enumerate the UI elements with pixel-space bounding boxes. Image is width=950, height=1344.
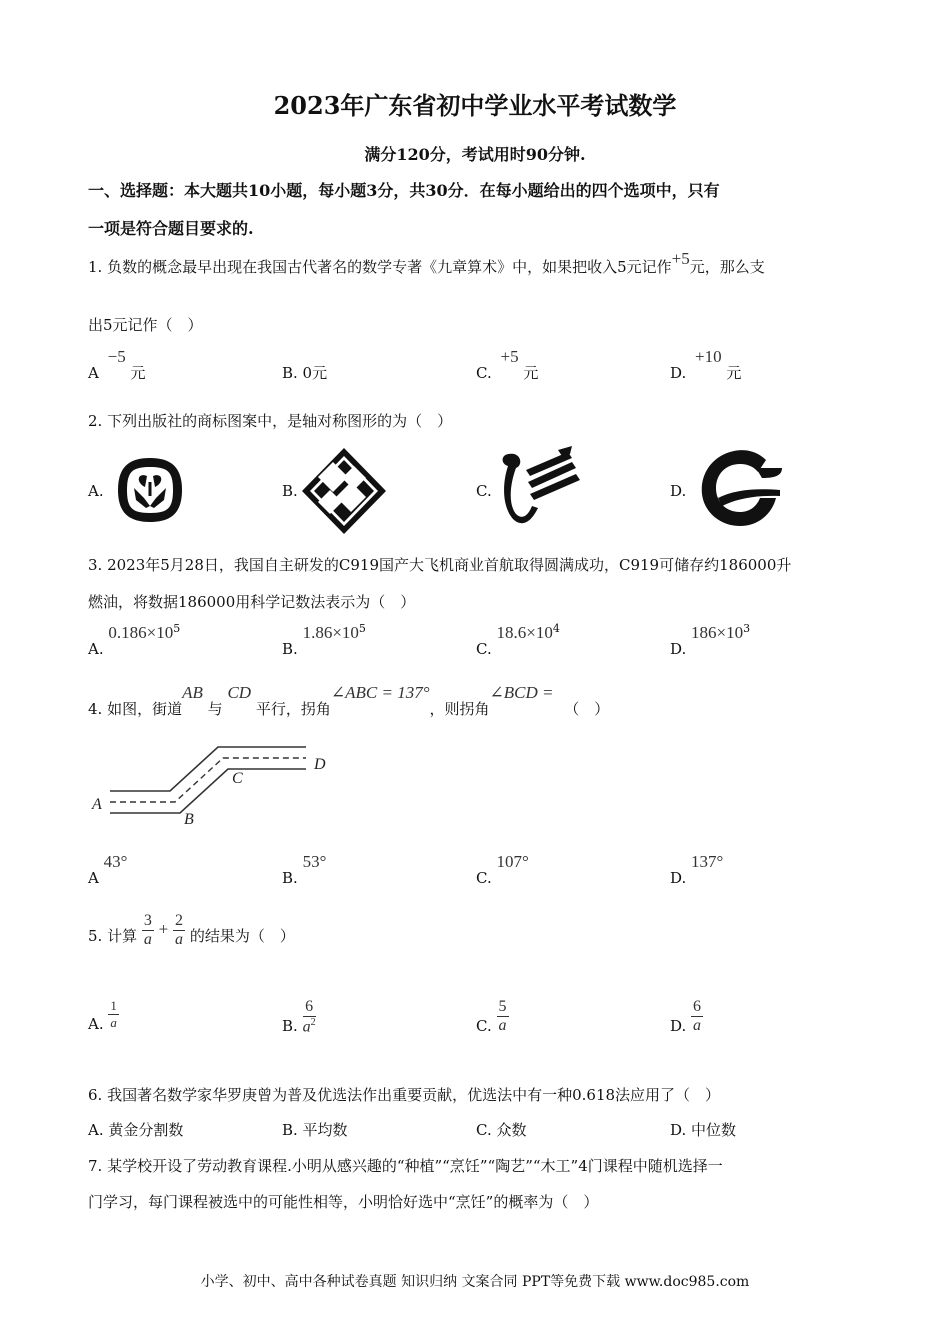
page-subtitle: 满分120分，考试用时90分钟. xyxy=(364,145,586,164)
q3-option-d-label: D. xyxy=(670,640,687,658)
page-title: 2023年广东省初中学业水平考试数学 xyxy=(273,91,677,120)
q2-option-c-label[interactable]: C. xyxy=(476,482,492,500)
q5-option-a[interactable] xyxy=(88,998,119,1031)
q3-option-c-exp: 4 xyxy=(552,622,560,635)
q2-option-d-label[interactable]: D. xyxy=(670,482,687,500)
question-3-line2: 燃油，将数据186000用科学记数法表示为（ ） xyxy=(88,593,416,611)
section-heading-line1: 一、选择题：本大题共10小题，每小题3分，共30分．在每小题给出的四个选项中，只有 xyxy=(88,181,720,200)
q6-option-b[interactable]: B. 平均数 xyxy=(282,1121,348,1139)
question-1-expr: +5 xyxy=(671,249,690,268)
logo-b-icon xyxy=(300,446,388,536)
q3-option-c-label: C. xyxy=(476,640,492,658)
q5-option-a-label: A. xyxy=(88,1014,104,1033)
q5-option-c-label: C. xyxy=(476,1016,492,1035)
q6-option-d[interactable]: D. 中位数 xyxy=(670,1121,737,1139)
q5-option-d-label: D. xyxy=(670,1016,687,1035)
q1-option-a-unit: 元 xyxy=(130,364,146,382)
q1-option-d-unit: 元 xyxy=(726,364,742,382)
q1-option-c-unit: 元 xyxy=(523,364,539,382)
q6-option-a[interactable]: A. 黄金分割数 xyxy=(88,1121,184,1139)
q3-option-b-base: 1.86×10 xyxy=(302,623,359,642)
q3-option-d[interactable] xyxy=(670,622,751,658)
q3-option-a[interactable] xyxy=(88,622,181,658)
question-1-text-a: 1. 负数的概念最早出现在我国古代著名的数学专著《九章算术》中，如果把收入5元记作 xyxy=(88,258,672,276)
q4-option-b-label: B. xyxy=(282,869,298,887)
q3-option-d-base: 186×10 xyxy=(691,623,744,642)
logo-d-icon xyxy=(698,448,784,528)
figure-label-a: A xyxy=(92,796,102,813)
q5-option-d-fraction: $\frac{6}{a}$ xyxy=(693,998,702,1034)
q4-option-d[interactable] xyxy=(670,852,724,887)
q1-option-a[interactable] xyxy=(88,346,146,382)
q4-option-d-label: D. xyxy=(670,869,687,887)
q1-option-c[interactable] xyxy=(476,346,539,382)
q1-option-c-math: +5 xyxy=(500,347,519,366)
q4-with: 与 xyxy=(207,700,223,718)
q4-option-c-value: 107° xyxy=(496,852,529,871)
q3-option-a-exp: 5 xyxy=(173,622,181,635)
question-3-line1: 3. 2023年5月28日，我国自主研发的C919国产大飞机商业首航取得圆满成功，C919可储存约186000升 xyxy=(88,556,792,574)
q5-option-c[interactable] xyxy=(476,998,509,1035)
q1-option-c-label: C. xyxy=(476,364,492,382)
q4-ab: AB xyxy=(182,683,203,702)
q3-option-b-label: B. xyxy=(282,640,298,658)
q4-option-a[interactable] xyxy=(88,852,128,887)
question-1-line1 xyxy=(88,249,765,277)
figure-label-b: B xyxy=(184,811,194,828)
q4-option-d-value: 137° xyxy=(691,852,724,871)
question-5-text xyxy=(88,912,295,949)
question-4-text xyxy=(88,682,610,718)
q3-option-c[interactable] xyxy=(476,622,560,658)
q4-option-c[interactable] xyxy=(476,852,529,887)
q4-paren: （ ） xyxy=(564,700,610,718)
q1-option-b[interactable] xyxy=(282,362,327,383)
q5-plus: + xyxy=(158,919,169,939)
q2-option-a-label[interactable]: A. xyxy=(88,482,104,500)
q5-option-b-fraction: $\frac{6}{a^2}$ xyxy=(302,998,316,1036)
question-2-text: 2. 下列出版社的商标图案中，是轴对称图形的为（ ） xyxy=(88,412,453,430)
q4-angle2: ∠BCD = xyxy=(489,683,554,702)
q2-option-b-label[interactable]: B. xyxy=(282,482,298,500)
q4-cd: CD xyxy=(227,683,252,702)
section-heading-line2: 一项是符合题目要求的. xyxy=(88,219,254,238)
q1-option-a-math: −5 xyxy=(107,347,126,366)
street-figure xyxy=(86,738,336,830)
q3-option-c-base: 18.6×10 xyxy=(496,623,553,642)
question-7-line2: 门学习，每门课程被选中的可能性相等，小明恰好选中“烹饪”的概率为（ ） xyxy=(88,1193,599,1211)
q3-option-b-exp: 5 xyxy=(358,622,366,635)
q3-option-d-exp: 3 xyxy=(743,622,751,635)
q5-option-d[interactable] xyxy=(670,998,703,1035)
q5-fraction-2: $\frac{2}{a}$ xyxy=(175,912,184,948)
question-7-line1: 7. 某学校开设了劳动教育课程.小明从感兴趣的“种植”“烹饪”“陶艺”“木工”4门课程中随机选择一 xyxy=(88,1157,723,1175)
q1-option-d-label: D. xyxy=(670,364,687,382)
footer: 小学、初中、高中各种试卷真题 知识归纳 文案合同 PPT等免费下载 www.doc985.com xyxy=(200,1274,750,1290)
q5-fraction-1: $\frac{3}{a}$ xyxy=(143,912,152,948)
q1-option-a-label: A xyxy=(88,364,99,382)
q4-option-a-value: 43° xyxy=(103,852,128,871)
q5-prefix: 5. 计算 xyxy=(88,926,138,945)
q5-suffix: 的结果为（ ） xyxy=(189,926,295,945)
q4-option-a-label: A xyxy=(88,869,99,887)
q5-option-b[interactable] xyxy=(282,998,316,1036)
q4-option-c-label: C. xyxy=(476,869,492,887)
q4-prefix: 4. 如图，街道 xyxy=(88,700,183,718)
q3-option-a-label: A. xyxy=(88,640,104,658)
figure-label-d: D xyxy=(314,756,326,773)
q3-option-a-base: 0.186×10 xyxy=(108,623,174,642)
question-6-text: 6. 我国著名数学家华罗庚曾为普及优选法作出重要贡献，优选法中有一种0.618法应用了（ ） xyxy=(88,1086,721,1104)
q4-option-b[interactable] xyxy=(282,852,327,887)
q5-option-a-fraction: $\frac{1}{a}$ xyxy=(110,998,117,1030)
q4-angle1: ∠ABC = 137° xyxy=(330,683,430,702)
q5-option-c-fraction: $\frac{5}{a}$ xyxy=(498,998,507,1034)
q4-then: ，则拐角 xyxy=(429,700,490,718)
q3-option-b[interactable] xyxy=(282,622,366,658)
q1-option-d[interactable] xyxy=(670,346,742,382)
logo-c-icon xyxy=(496,444,586,530)
q4-mid: 平行，拐角 xyxy=(255,700,331,718)
logo-a-icon xyxy=(114,454,186,526)
question-1-line2: 出5元记作（ ） xyxy=(88,316,203,334)
q1-option-b-label: B. 0元 xyxy=(282,364,328,382)
question-1-text-b: 元，那么支 xyxy=(689,258,765,276)
q6-option-c[interactable]: C. 众数 xyxy=(476,1121,527,1139)
q4-option-b-value: 53° xyxy=(302,852,327,871)
q1-option-d-math: +10 xyxy=(695,347,722,366)
q5-option-b-label: B. xyxy=(282,1017,298,1036)
figure-label-c: C xyxy=(232,770,243,787)
